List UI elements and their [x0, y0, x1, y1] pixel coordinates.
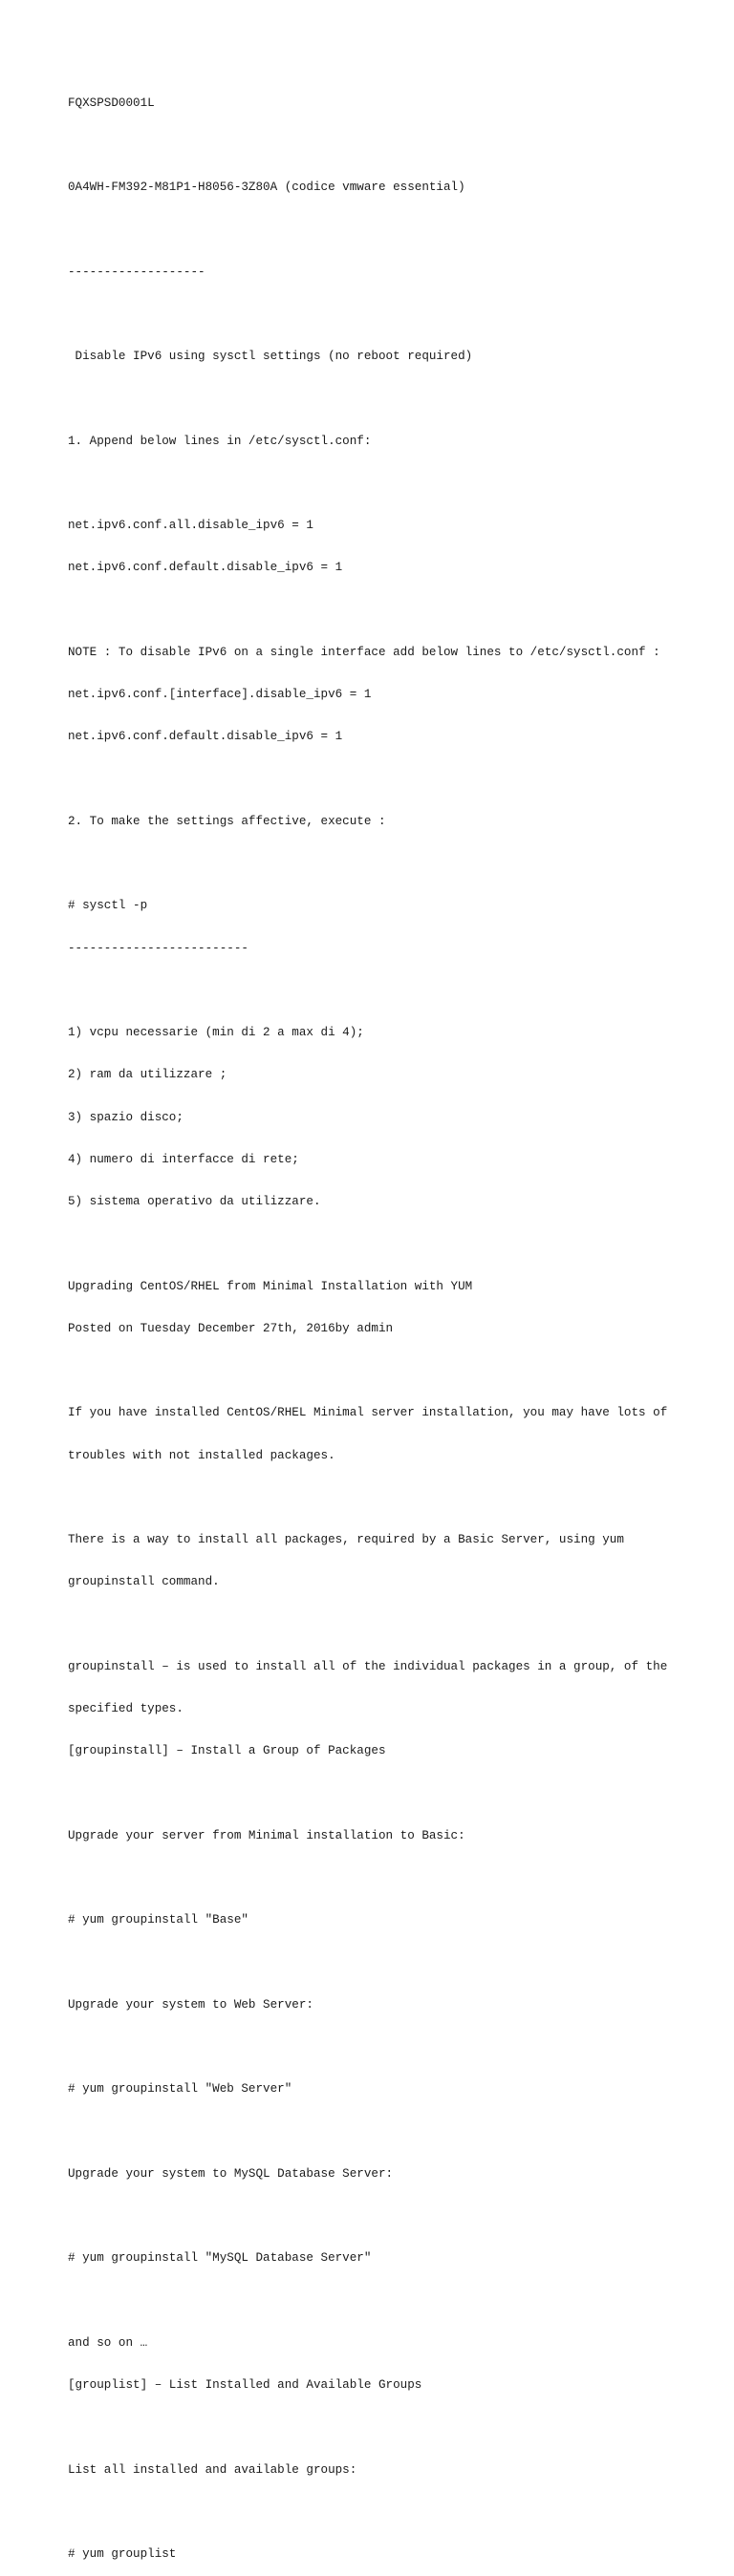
text-line: # yum groupinstall "Base": [68, 1913, 248, 1927]
text-line: If you have installed CentOS/RHEL Minimal server installation, you may have lots of: [68, 1406, 668, 1420]
text-line: Upgrade your server from Minimal installation to Basic:: [68, 1828, 465, 1842]
text-line: [68, 1491, 718, 1505]
text-line: # yum groupinstall "Web Server": [68, 2082, 292, 2097]
text-line: net.ipv6.conf.[interface].disable_ipv6 = 1: [68, 688, 372, 701]
text-line: [68, 984, 718, 998]
text-line: [68, 392, 718, 406]
text-line: and so on …: [68, 2335, 148, 2350]
text-line: Disable IPv6 using sysctl settings (no reboot required): [68, 350, 473, 363]
text-line: # sysctl -p: [68, 899, 148, 913]
text-line: [68, 477, 718, 491]
text-line: [grouplist] – List Installed and Available Groups: [68, 2378, 422, 2392]
text-line: Posted on Tuesday December 27th, 2016by admin: [68, 1321, 394, 1335]
text-line: troubles with not installed packages.: [68, 1448, 335, 1462]
text-line: [68, 223, 718, 237]
text-line: Upgrading CentOS/RHEL from Minimal Installation with YUM: [68, 1279, 473, 1293]
text-line: [68, 857, 718, 871]
text-line: [68, 2294, 718, 2309]
text-line: [68, 2505, 718, 2520]
text-line: -------------------------: [68, 941, 248, 955]
text-line: [68, 1956, 718, 1970]
text-line: [68, 2040, 718, 2054]
text-line: [68, 1871, 718, 1885]
text-line: [68, 138, 718, 153]
text-line: [68, 604, 718, 618]
text-line: 4) numero di interfacce di rete;: [68, 1152, 299, 1166]
text-line: [68, 2125, 718, 2140]
text-line: 1) vcpu necessarie (min di 2 a max di 4);: [68, 1026, 364, 1039]
text-line: [68, 2209, 718, 2224]
text-line: [68, 1618, 718, 1632]
text-line: groupinstall – is used to install all of the individual packages in a group, of the: [68, 1659, 668, 1673]
text-line: NOTE : To disable IPv6 on a single interface add below lines to /etc/sysctl.conf :: [68, 645, 660, 659]
text-line: [68, 308, 718, 322]
text-line: net.ipv6.conf.default.disable_ipv6 = 1: [68, 561, 343, 575]
text-line: FQXSPSD0001L: [68, 96, 155, 110]
text-line: [68, 1787, 718, 1801]
text-line: 5) sistema operativo da utilizzare.: [68, 1195, 321, 1208]
text-line: Upgrade your system to Web Server:: [68, 1997, 313, 2012]
text-line: net.ipv6.conf.default.disable_ipv6 = 1: [68, 730, 343, 744]
text-line: # yum groupinstall "MySQL Database Server": [68, 2251, 372, 2266]
text-line: 2) ram da utilizzare ;: [68, 1068, 227, 1082]
text-line: Upgrade your system to MySQL Database Server:: [68, 2166, 394, 2181]
document-body: [68, 68, 718, 2576]
text-line: 0A4WH-FM392-M81P1-H8056-3Z80A (codice vmware essential): [68, 181, 465, 194]
text-line: # yum grouplist: [68, 2547, 177, 2561]
text-line: 3) spazio disco;: [68, 1110, 184, 1124]
text-line: net.ipv6.conf.all.disable_ipv6 = 1: [68, 519, 313, 532]
text-line: 2. To make the settings affective, execute :: [68, 814, 386, 828]
text-line: [groupinstall] – Install a Group of Packages: [68, 1744, 386, 1758]
text-line: specified types.: [68, 1702, 184, 1715]
text-line: groupinstall command.: [68, 1575, 220, 1589]
text-line: [68, 1364, 718, 1378]
text-line: There is a way to install all packages, required by a Basic Server, using yum: [68, 1533, 624, 1546]
text-line: -------------------: [68, 265, 205, 279]
text-line: 1. Append below lines in /etc/sysctl.conf:: [68, 434, 372, 448]
text-line: List all installed and available groups:: [68, 2462, 357, 2477]
text-line: [68, 773, 718, 787]
text-line: [68, 2420, 718, 2435]
text-line: [68, 1237, 718, 1251]
